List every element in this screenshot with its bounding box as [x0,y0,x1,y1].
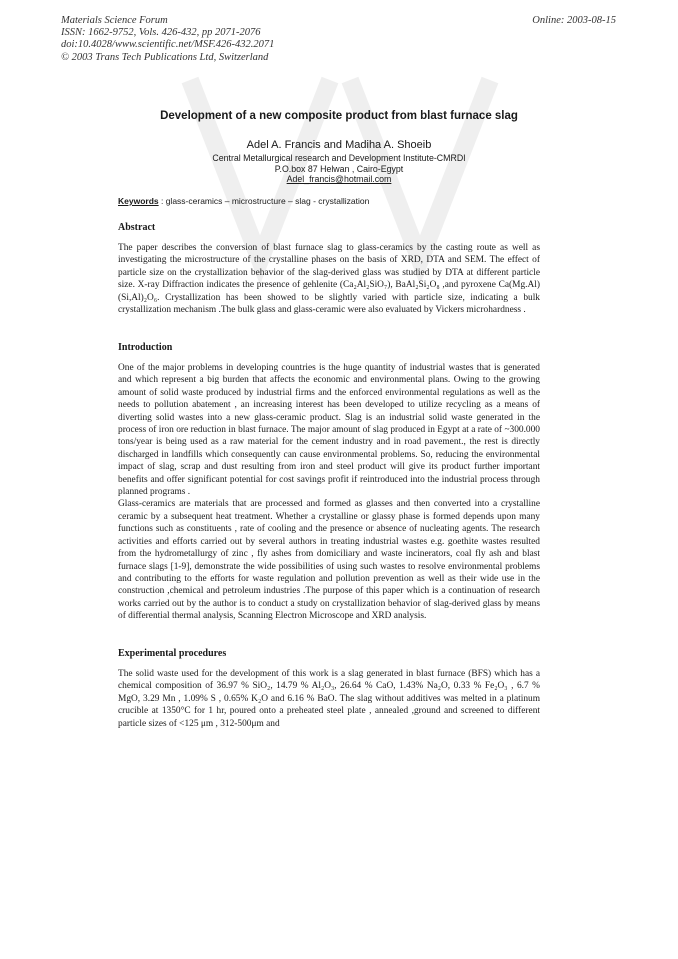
experimental-text [118,668,540,730]
institute: Central Metallurgical research and Development Institute-CMRDI [212,153,466,163]
online-date: Online: 2003-08-15 [532,15,616,26]
address: P.O.box 87 Helwan , Cairo-Egypt [274,163,404,174]
abstract-text [118,242,540,316]
author-email[interactable]: Adel_francis@hotmail.com [286,174,392,185]
experimental-heading: Experimental procedures [118,648,227,659]
introduction-heading: Introduction [118,342,173,353]
keywords [118,196,369,206]
introduction-text [118,362,540,623]
abstract-paragraph: The paper describes the conversion of blast furnace slag to glass-ceramics by the casting route as well as investigating the microstructure of the crystalline phases on the basis of XRD, DTA and SEM. The effect of particle size on the crystallization behavior of the slag-derived glass was studied by DTA at different particle size. X-ray Diffraction indicates the presence of gehlenite (Ca₂Al₂SiO₇), BaAl₂Si₂O₈ ,and pyroxene Ca(Mg.Al)(Si,Al)₂O₆. Crystallization has been showed to be slightly varied with particle size, indicating a bulk crystallization mechanism .The bulk glass and glass-ceramic were also evaluated by Vickers microhardness . [118,243,540,316]
affiliation [0,153,678,185]
doi-line: doi:10.4028/www.scientific.net/MSF.426-432.2071 [61,39,275,51]
paper-title: Development of a new composite product from blast furnace slag [160,110,518,122]
journal-header [61,15,274,64]
authors: Adel A. Francis and Madiha A. Shoeib [246,139,432,151]
journal-name: Materials Science Forum [61,15,168,26]
keywords-text: : glass-ceramics – microstructure – slag - crystallization [158,196,370,206]
copyright-line: © 2003 Trans Tech Publications Ltd, Switzerland [61,51,269,63]
experimental-paragraph: The solid waste used for the development of this work is a slag generated in blast furnace (BFS) which has a chemical composition of 36.97 % SiO₂, 14.79 % Al₂O₃, 26.64 % CaO, 1.43% Na₂O, 0.33 % Fe₂O₃ , 6.7 % MgO, 3.29 Mn , 1.09% S , 0.65% K₂O and 6.16 % BaO. The slag without additives was melted in a platinum crucible at 1350°C for 1 hr, poured onto a preheated steel plate , annealed ,ground and screened to different particle sizes of <125 μm , 312-500μm and [118,669,540,729]
keywords-label: Keywords [118,196,159,206]
intro-paragraph-2: Glass-ceramics are materials that are processed and formed as glasses and then converted into a crystalline ceramic by a subsequent heat treatment. Whether a crystalline or glassy phase is formed depends upon many functions such as constituents , rate of cooling and the presence or absence of nucleating agents. The research activities and efforts carried out by several authors in treating industrial wastes e.g. goethite wastes resulted from the hydrometallurgy of zinc , fly ashes from domiciliary and waste incinerators, coal fly ash and blast furnace slags [1-9], demonstrate the wide possibilities of using such wastes to resolve environmental problems and contributing to the efforts for waste regulation and pollution prevention as well as their wide use in the construction ,chemical and petroleum industries .The purpose of this paper which is a continuation of research works carried out by the author is to conduct a study on crystallization behavior of slag-derived glass by means of differential thermal analysis, Scanning Electron Microscope and XRD analysis. [118,499,540,622]
issn-line: ISSN: 1662-9752, Vols. 426-432, pp 2071-2076 [61,27,261,39]
abstract-heading: Abstract [118,222,156,233]
intro-paragraph-1: One of the major problems in developing countries is the huge quantity of industrial wastes that is generated and which represent a big burden that affects the economic and environmental plans. Owing to the growing amount of solid waste produced by industrial firms and the enforced environmental regulations as well as the needs to pollution abatement , an increasing interest has been developed to utilize recycling as a means of diverting solid wastes into a new glass-ceramic product. Slag is an industrial solid waste generated in the process of iron ore reduction in blast furnace. The major amount of slag produced in Egypt at a rate of ~300.000 tons/year is being used as a raw material for the cement industry and in road pavement., the rest is directly discharged in landfills which consequently can cause environmental problems. So, reducing the environmental impact of slag, scrap and dust resulting from iron and steel product will give its product further important benefits and offer significant potential for cost savings profit if reintroduced into the industrial process through planned programs . [118,363,540,498]
